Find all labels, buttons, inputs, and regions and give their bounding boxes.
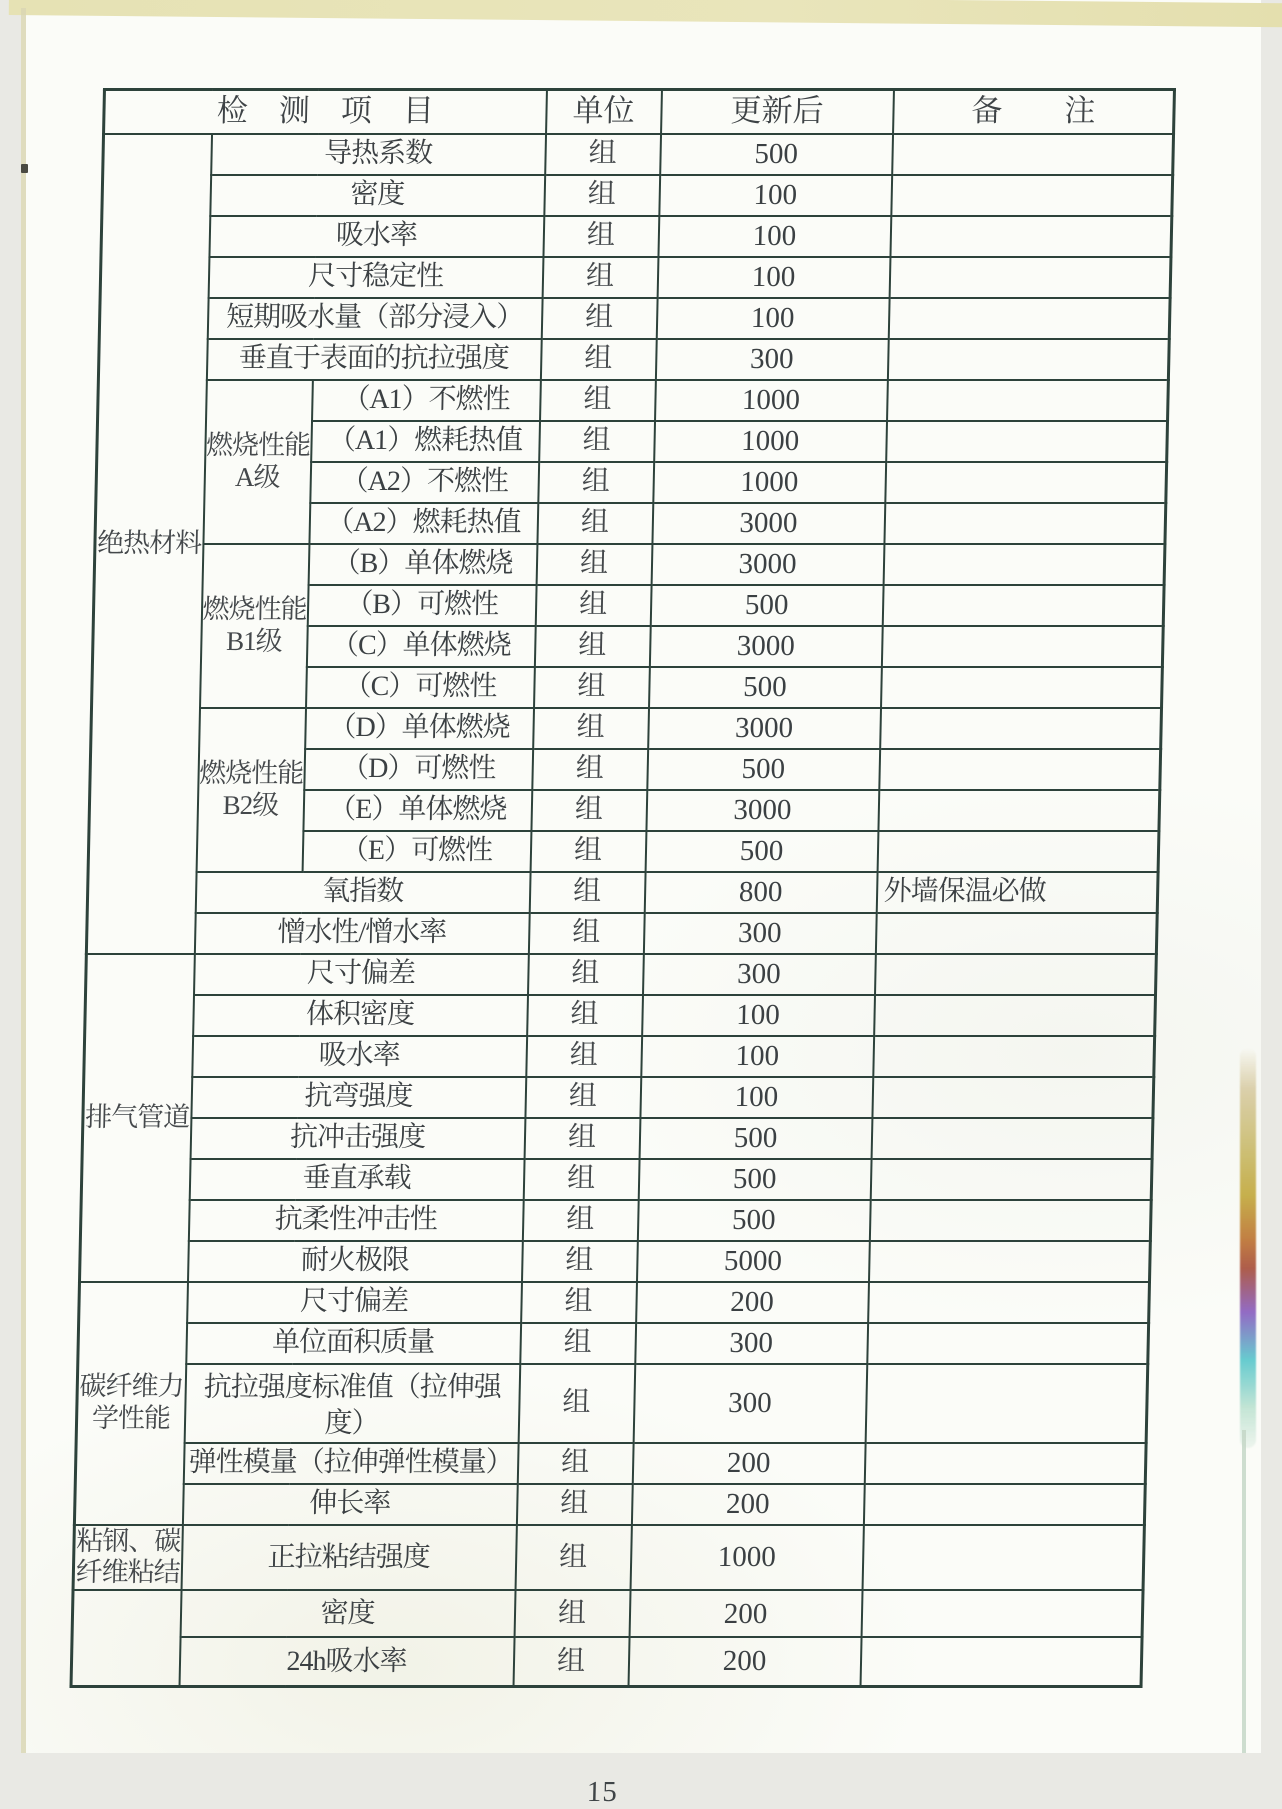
table-row bbox=[98, 339, 1169, 380]
table-row bbox=[102, 175, 1173, 216]
item-cell: 尺寸偏差 bbox=[194, 954, 529, 995]
value-cell: 1000 bbox=[655, 380, 888, 421]
table-row bbox=[98, 380, 1169, 421]
value-cell: 500 bbox=[645, 831, 878, 872]
unit-cell: 组 bbox=[535, 585, 651, 626]
table-row bbox=[99, 298, 1170, 339]
group-cell: 排气管道 bbox=[79, 954, 194, 1282]
table-row bbox=[86, 954, 1157, 995]
table-row bbox=[76, 1364, 1148, 1443]
unit-cell: 组 bbox=[522, 1200, 638, 1241]
item-cell: 抗弯强度 bbox=[191, 1077, 526, 1118]
unit-cell: 组 bbox=[537, 503, 653, 544]
item-cell: 短期吸水量（部分浸入） bbox=[207, 298, 542, 339]
value-cell: 100 bbox=[658, 216, 891, 257]
value-cell: 100 bbox=[642, 995, 875, 1036]
unit-cell: 组 bbox=[524, 1118, 640, 1159]
value-cell: 3000 bbox=[652, 503, 885, 544]
table-row bbox=[100, 257, 1171, 298]
remark-cell bbox=[869, 1200, 1151, 1241]
remark-cell bbox=[868, 1282, 1150, 1323]
item-cell: 抗拉强度标准值（拉伸强 度） bbox=[184, 1364, 520, 1443]
remark-cell bbox=[875, 913, 1157, 954]
unit-cell: 组 bbox=[542, 257, 658, 298]
table-row bbox=[101, 216, 1172, 257]
remark-cell bbox=[890, 216, 1172, 257]
item-cell: 正拉粘结强度 bbox=[181, 1525, 516, 1591]
unit-cell: 组 bbox=[540, 380, 656, 421]
value-cell: 100 bbox=[656, 298, 889, 339]
subgroup-cell: 燃烧性能 B1级 bbox=[200, 544, 309, 708]
remark-cell bbox=[882, 585, 1164, 626]
table-row bbox=[86, 913, 1157, 954]
value-cell: 5000 bbox=[637, 1241, 870, 1282]
item-cell: （E）单体燃烧 bbox=[303, 790, 532, 831]
unit-cell: 组 bbox=[526, 1036, 642, 1077]
unit-cell: 组 bbox=[543, 216, 659, 257]
item-cell: （A1）燃耗热值 bbox=[311, 421, 540, 462]
unit-cell: 组 bbox=[528, 913, 644, 954]
group-cell: 碳纤维力 学性能 bbox=[74, 1282, 187, 1525]
scan-left-edge-strip bbox=[21, 8, 26, 1753]
item-cell: 抗柔性冲击性 bbox=[188, 1200, 523, 1241]
unit-cell: 组 bbox=[541, 298, 657, 339]
item-cell: 耐火极限 bbox=[187, 1241, 522, 1282]
unit-cell: 组 bbox=[539, 421, 655, 462]
table-row bbox=[83, 1077, 1154, 1118]
item-cell: 憎水性/憎水率 bbox=[194, 913, 529, 954]
value-cell: 300 bbox=[643, 913, 876, 954]
unit-cell: 组 bbox=[522, 1241, 638, 1282]
item-cell: （C）单体燃烧 bbox=[306, 626, 535, 667]
value-cell: 3000 bbox=[648, 708, 881, 749]
value-cell: 100 bbox=[641, 1036, 874, 1077]
remark-cell bbox=[889, 257, 1171, 298]
scan-rainbow-artifact bbox=[1240, 1048, 1256, 1448]
value-cell: 500 bbox=[638, 1159, 871, 1200]
remark-cell bbox=[883, 544, 1165, 585]
remark-cell: 外墙保温必做 bbox=[876, 872, 1158, 913]
item-cell: 24h吸水率 bbox=[179, 1637, 514, 1686]
value-cell: 100 bbox=[657, 257, 890, 298]
table-row bbox=[72, 1590, 1143, 1637]
scan-left-edge-mark bbox=[21, 164, 28, 173]
unit-cell: 组 bbox=[540, 339, 656, 380]
table-row bbox=[82, 1118, 1153, 1159]
value-cell: 500 bbox=[639, 1118, 872, 1159]
item-cell: 垂直承载 bbox=[189, 1159, 524, 1200]
unit-cell: 组 bbox=[515, 1525, 631, 1591]
unit-cell: 组 bbox=[538, 462, 654, 503]
unit-cell: 组 bbox=[517, 1443, 633, 1484]
remark-cell bbox=[872, 1077, 1154, 1118]
remark-cell bbox=[878, 790, 1160, 831]
table-body bbox=[71, 134, 1174, 1687]
value-cell: 3000 bbox=[649, 626, 882, 667]
table-row bbox=[81, 1159, 1152, 1200]
value-cell: 1000 bbox=[654, 421, 887, 462]
item-cell: 导热系数 bbox=[211, 134, 546, 175]
scan-right-edge-line bbox=[1242, 1430, 1246, 1753]
item-cell: （D）可燃性 bbox=[304, 749, 533, 790]
unit-cell: 组 bbox=[525, 1077, 641, 1118]
remark-cell bbox=[892, 134, 1174, 175]
value-cell: 200 bbox=[632, 1443, 865, 1484]
unit-cell: 组 bbox=[521, 1282, 637, 1323]
item-cell: （B）单体燃烧 bbox=[308, 544, 537, 585]
remark-cell bbox=[871, 1118, 1153, 1159]
header-unit: 单位 bbox=[546, 90, 662, 134]
item-cell: 伸长率 bbox=[182, 1484, 517, 1525]
unit-cell: 组 bbox=[544, 175, 660, 216]
unit-cell: 组 bbox=[545, 134, 661, 175]
table-row bbox=[74, 1484, 1145, 1525]
value-cell: 300 bbox=[633, 1364, 867, 1443]
group-cell bbox=[71, 1590, 181, 1686]
remark-cell bbox=[881, 667, 1163, 708]
value-cell: 300 bbox=[655, 339, 888, 380]
unit-cell: 组 bbox=[531, 790, 647, 831]
header-updated: 更新后 bbox=[661, 90, 894, 134]
table-row bbox=[71, 1637, 1142, 1686]
value-cell: 500 bbox=[647, 749, 880, 790]
table-row bbox=[94, 544, 1165, 585]
value-cell: 100 bbox=[659, 175, 892, 216]
table-row bbox=[78, 1323, 1149, 1364]
unit-cell: 组 bbox=[516, 1484, 632, 1525]
table-row bbox=[91, 708, 1162, 749]
value-cell: 500 bbox=[637, 1200, 870, 1241]
remark-cell bbox=[887, 339, 1169, 380]
remark-cell bbox=[880, 708, 1162, 749]
value-cell: 500 bbox=[650, 585, 883, 626]
unit-cell: 组 bbox=[536, 544, 652, 585]
item-cell: 弹性模量（拉伸弹性模量） bbox=[183, 1443, 518, 1484]
unit-cell: 组 bbox=[523, 1159, 639, 1200]
remark-cell bbox=[884, 503, 1166, 544]
value-cell: 500 bbox=[660, 134, 893, 175]
item-cell: 吸水率 bbox=[192, 1036, 527, 1077]
item-cell: 单位面积质量 bbox=[186, 1323, 521, 1364]
group-cell: 粘钢、碳 纤维粘结 bbox=[73, 1525, 182, 1591]
remark-cell bbox=[886, 421, 1168, 462]
unit-cell: 组 bbox=[529, 872, 645, 913]
header-inspection-items: 检 测 项 目 bbox=[104, 90, 547, 134]
unit-cell: 组 bbox=[520, 1323, 636, 1364]
value-cell: 200 bbox=[631, 1484, 864, 1525]
table-row bbox=[84, 1036, 1155, 1077]
remark-cell bbox=[881, 626, 1163, 667]
item-cell: 密度 bbox=[210, 175, 545, 216]
remark-cell bbox=[864, 1443, 1146, 1484]
item-cell: （E）可燃性 bbox=[302, 831, 531, 872]
value-cell: 100 bbox=[640, 1077, 873, 1118]
remark-cell bbox=[870, 1159, 1152, 1200]
remark-cell bbox=[879, 749, 1161, 790]
remark-cell bbox=[860, 1637, 1142, 1686]
scan-top-edge-band bbox=[9, 0, 1282, 27]
remark-cell bbox=[861, 1590, 1143, 1637]
value-cell: 200 bbox=[629, 1590, 862, 1637]
group-cell: 绝热材料 bbox=[86, 134, 211, 954]
table-row bbox=[79, 1241, 1150, 1282]
item-cell: 抗冲击强度 bbox=[190, 1118, 525, 1159]
value-cell: 3000 bbox=[651, 544, 884, 585]
item-cell: （D）单体燃烧 bbox=[305, 708, 534, 749]
inspection-items-table bbox=[69, 88, 1176, 1688]
remark-cell bbox=[863, 1484, 1145, 1525]
unit-cell: 组 bbox=[534, 667, 650, 708]
unit-cell: 组 bbox=[532, 749, 648, 790]
remark-cell bbox=[874, 995, 1156, 1036]
table-row bbox=[80, 1200, 1151, 1241]
table-row bbox=[75, 1443, 1146, 1484]
unit-cell: 组 bbox=[534, 626, 650, 667]
subgroup-cell: 燃烧性能 A级 bbox=[203, 380, 312, 544]
remark-cell bbox=[869, 1241, 1151, 1282]
unit-cell: 组 bbox=[528, 954, 644, 995]
item-cell: 尺寸稳定性 bbox=[208, 257, 543, 298]
remark-cell bbox=[885, 462, 1167, 503]
item-cell: （A1）不燃性 bbox=[312, 380, 541, 421]
value-cell: 500 bbox=[649, 667, 882, 708]
item-cell: 氧指数 bbox=[195, 872, 530, 913]
scanned-document-page bbox=[21, 0, 1261, 1808]
table-row bbox=[87, 872, 1158, 913]
header-remark: 备 注 bbox=[893, 90, 1175, 134]
value-cell: 200 bbox=[628, 1637, 861, 1686]
table-header-row bbox=[104, 90, 1175, 134]
inspection-table-container bbox=[69, 88, 1176, 1808]
item-cell: 体积密度 bbox=[193, 995, 528, 1036]
unit-cell: 组 bbox=[527, 995, 643, 1036]
remark-cell bbox=[873, 1036, 1155, 1077]
item-cell: （A2）不燃性 bbox=[310, 462, 539, 503]
page-number: 15 bbox=[586, 1776, 619, 1808]
unit-cell: 组 bbox=[533, 708, 649, 749]
value-cell: 200 bbox=[636, 1282, 869, 1323]
remark-cell bbox=[877, 831, 1159, 872]
remark-cell bbox=[867, 1323, 1149, 1364]
table-row bbox=[103, 134, 1174, 175]
unit-cell: 组 bbox=[530, 831, 646, 872]
remark-cell bbox=[862, 1525, 1144, 1591]
unit-cell: 组 bbox=[513, 1637, 629, 1686]
item-cell: （A2）燃耗热值 bbox=[309, 503, 538, 544]
remark-cell bbox=[887, 380, 1169, 421]
value-cell: 300 bbox=[643, 954, 876, 995]
item-cell: 吸水率 bbox=[209, 216, 544, 257]
table-row bbox=[73, 1525, 1144, 1591]
value-cell: 1000 bbox=[630, 1525, 863, 1591]
table-row bbox=[79, 1282, 1150, 1323]
item-cell: （B）可燃性 bbox=[307, 585, 536, 626]
value-cell: 3000 bbox=[646, 790, 879, 831]
remark-cell bbox=[888, 298, 1170, 339]
item-cell: 尺寸偏差 bbox=[187, 1282, 522, 1323]
remark-cell bbox=[865, 1364, 1148, 1443]
table-row bbox=[85, 995, 1156, 1036]
subgroup-cell: 燃烧性能 B2级 bbox=[196, 708, 305, 872]
item-cell: 密度 bbox=[180, 1590, 515, 1637]
value-cell: 800 bbox=[644, 872, 877, 913]
unit-cell: 组 bbox=[514, 1590, 630, 1637]
item-cell: 垂直于表面的抗拉强度 bbox=[206, 339, 541, 380]
unit-cell: 组 bbox=[518, 1364, 635, 1443]
remark-cell bbox=[891, 175, 1173, 216]
value-cell: 300 bbox=[635, 1323, 868, 1364]
item-cell: （C）可燃性 bbox=[306, 667, 535, 708]
value-cell: 1000 bbox=[653, 462, 886, 503]
remark-cell bbox=[875, 954, 1157, 995]
